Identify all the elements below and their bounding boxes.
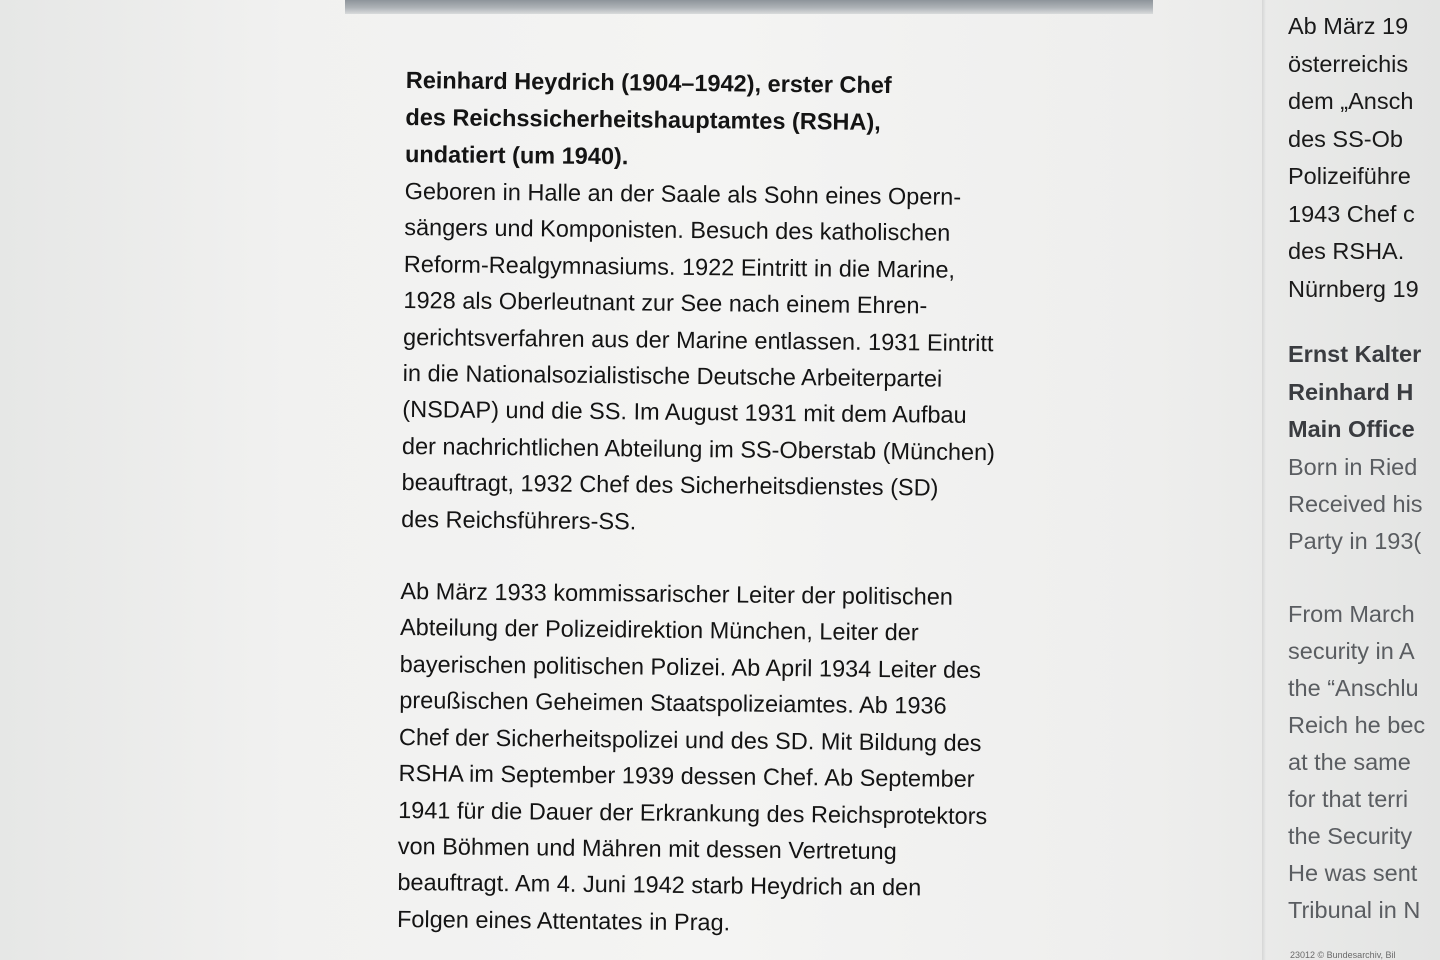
caption-block xyxy=(397,62,1106,944)
adjacent-english-title: Ernst Kalter Reinhard H Main Office xyxy=(1288,341,1422,442)
caption-paragraph-1: Geboren in Halle an der Saale als Sohn eines Opern- sängers und Komponisten. Besuch des katholischen Reform-Realgymnasiums. 1922 Eintritt in die Marine, 1928 als Oberleutnant zur See nach einem Ehren- gerichtsverfahren aus der Marine entlassen. 1931 Eintritt in die Nationalsozialistische Deutsche Arbeiterpartei (NSDAP) und die SS. Im August 1931 mit dem Aufbau der nachrichtlichen Abteilung im SS-Oberstab (München) beauftragt, 1932 Chef des Sicherheitsdienstes (SD) des Reichsführers-SS. xyxy=(401,177,996,535)
caption-title: Reinhard Heydrich (1904–1942), erster Chef des Reichssicherheitshauptamtes (RSHA), undatiert (um 1940). xyxy=(404,66,892,170)
caption-paragraph-2: Ab März 1933 kommissarischer Leiter der politischen Abteilung der Polizeidirektion München, Leiter der bayerischen politischen Polizei. Ab April 1934 Leiter des preußischen Geheimen Staatspolizeiamtes. Ab 1936 Chef der Sicherheitspolizei und des SD. Mit Bildung des RSHA im September 1939 dessen Chef. Ab September 1941 für die Dauer der Erkrankung des Reichsprotektors von Böhmen und Mähren mit dessen Vertretung beauftragt. Am 4. Juni 1942 starb Heydrich an den Folgen eines Attentates in Prag. xyxy=(396,578,988,936)
adjacent-german-text: Ab März 19 österreichis dem „Ansch des SS-Ob Polizeiführe 1943 Chef c des RSHA. Nürnberg 19 xyxy=(1288,13,1419,302)
adjacent-english-text-2: From March security in A the “Anschlu Reich he bec at the same for that terri the Security He was sent Tribunal in N xyxy=(1288,600,1426,923)
adjacent-english-text-1: Born in Ried Received his Party in 193( xyxy=(1288,453,1423,554)
adjacent-caption-panel xyxy=(1288,8,1440,929)
adjacent-panel-edge xyxy=(1262,0,1266,960)
photo-credit: 23012 © Bundesarchiv, Bil xyxy=(1290,950,1396,960)
photo-frame-bottom-edge xyxy=(345,0,1153,14)
